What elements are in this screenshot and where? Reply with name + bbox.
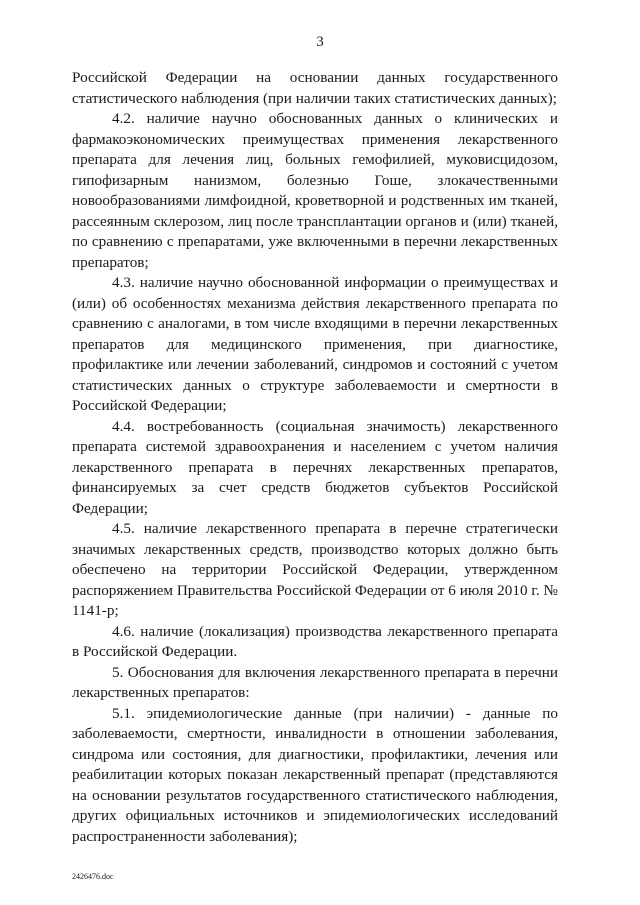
page-number: 3 bbox=[316, 34, 324, 50]
paragraph-4-2: 4.2. наличие научно обоснованных данных о клинических и фармакоэкономических преимуществах применения лекарственного препарата для лечения лиц, больных гемофилией, муковисцидозом, гипофизарным нанизмом, болезнью Гоше, злокачественными новообразованиями лимфоидной, кроветворной и родственных им тканей, рассеянным склерозом, лиц после трансплантации органов и (или) тканей, по сравнению с препаратами, уже включенными в перечни лекарственных препаратов; bbox=[72, 110, 558, 271]
paragraph-4-3: 4.3. наличие научно обоснованной информации о преимуществах и (или) об особенностях механизма действия лекарственного препарата по сравнению с аналогами, в том числе входящими в перечни лекарственных препаратов для медицинского применения, при диагностике, профилактике или лечении заболеваний, синдромов и состояний с учетом статистических данных о структуре заболеваемости и смертности в Российской Федерации; bbox=[72, 274, 558, 414]
paragraph-4-4: 4.4. востребованность (социальная значимость) лекарственного препарата системой здравоохранения и населением с учетом наличия лекарственного препарата в перечнях лекарственных препаратов, финансируемых за счет средств бюджетов субъектов Российской Федерации; bbox=[72, 417, 558, 517]
footer-document-code: 2426476.doc bbox=[72, 872, 114, 881]
paragraph-5: 5. Обоснования для включения лекарственного препарата в перечни лекарственных препаратов: bbox=[72, 663, 558, 701]
paragraph-4-6: 4.6. наличие (локализация) производства лекарственного препарата в Российской Федерации. bbox=[72, 622, 558, 660]
paragraph-continuation: Российской Федерации на основании данных государственного статистического наблюдения (при наличии таких статистических данных); bbox=[72, 69, 558, 107]
paragraph-4-5: 4.5. наличие лекарственного препарата в перечне стратегически значимых лекарственных средств, производство которых должно быть обеспечено на территории Российской Федерации, утвержденном распоряжением Правительства Российской Федерации от 6 июля 2010 г. № 1141-р; bbox=[72, 520, 558, 619]
paragraph-5-1: 5.1. эпидемиологические данные (при наличии) - данные по заболеваемости, смертности, инвалидности в отношении заболевания, синдрома или состояния, для диагностики, профилактики, лечения или реабилитации которых показан лекарственный препарат (представляются на основании результатов государственного статистического наблюдения, других официальных источников и эпидемиологических исследований распространенности заболевания); bbox=[72, 704, 558, 845]
document-body bbox=[72, 68, 558, 847]
